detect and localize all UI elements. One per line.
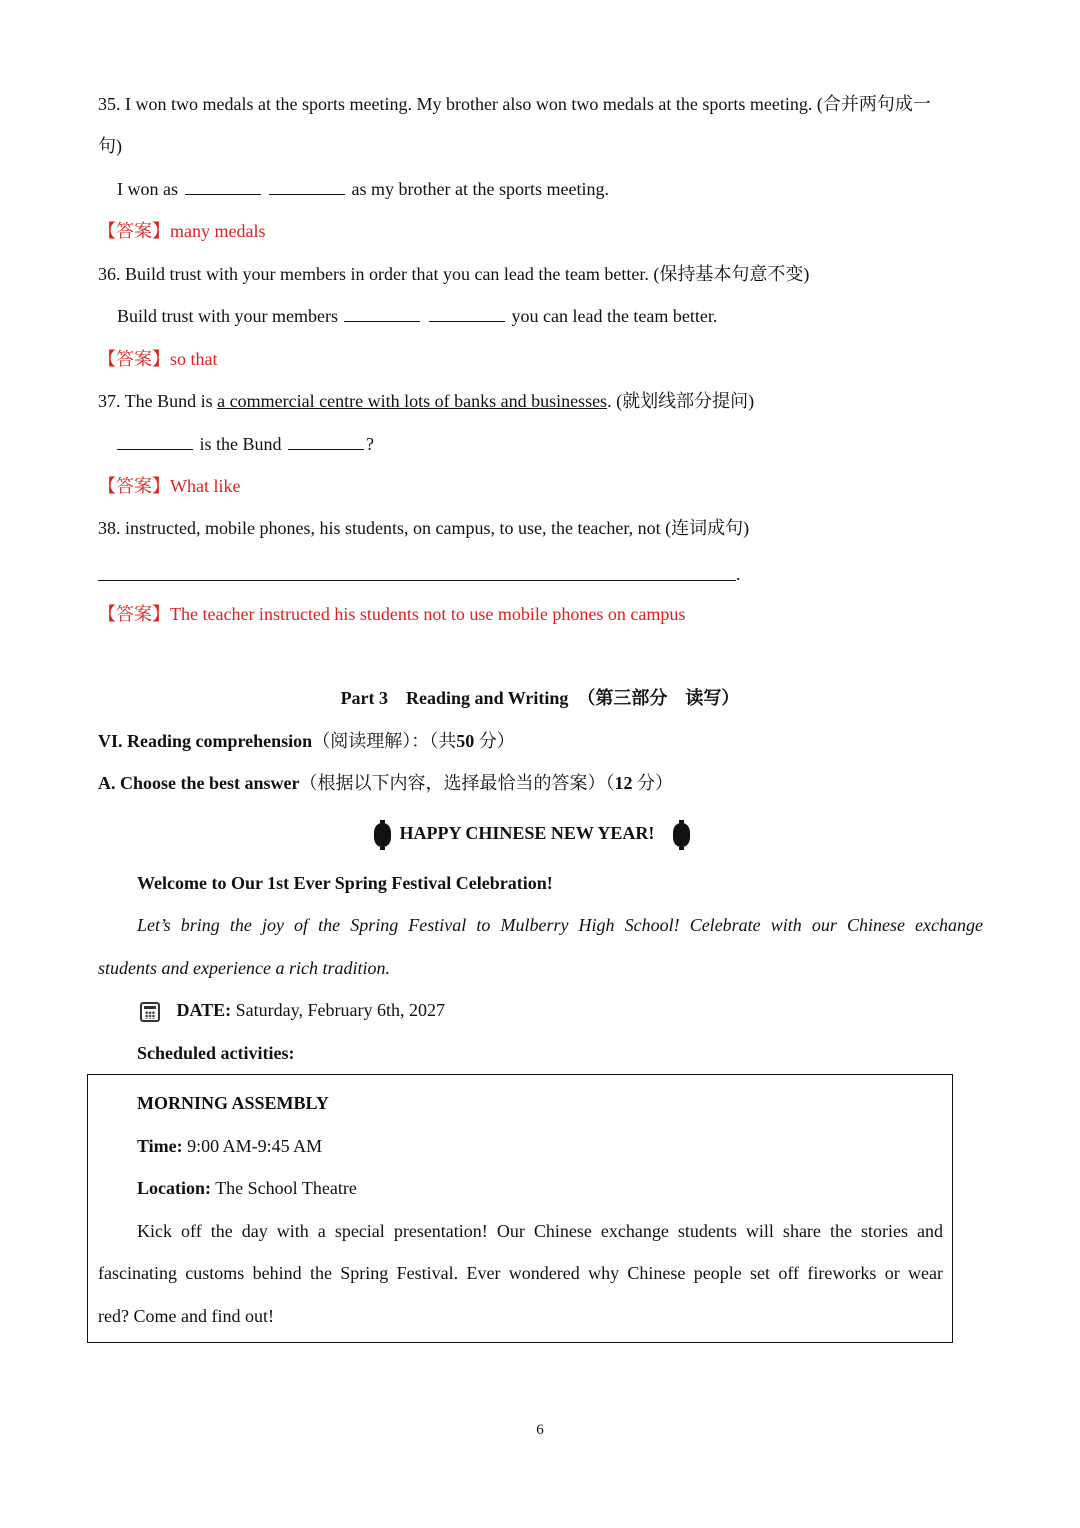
page-number: 6	[536, 1422, 544, 1438]
q35-prompt: 35. I won two medals at the sports meeting. My brother also won two medals at the sports meeting. (合并两句成一	[98, 94, 931, 114]
q37-prompt: 37. The Bund is a commercial centre with lots of banks and businesses. (就划线部分提问)	[98, 391, 755, 411]
poster-intro-line1: Let’s bring the joy of the Spring Festival to Mulberry High School! Celebrate with our Chinese exchange	[137, 915, 983, 935]
answer-blank[interactable]	[117, 433, 193, 450]
q38-prompt: 38. instructed, mobile phones, his students, on campus, to use, the teacher, not (连词成句)	[98, 518, 750, 538]
underlined-phrase: a commercial centre with lots of banks and businesses	[217, 391, 608, 411]
q38-answer: 【答案】The teacher instructed his students not to use mobile phones on campus	[98, 604, 686, 624]
activity-desc-line2: fascinating customs behind the Spring Festival. Ever wondered why Chinese people set off fireworks or wear	[98, 1263, 943, 1283]
lantern-icon	[374, 823, 391, 847]
answer-blank[interactable]	[269, 178, 345, 195]
activity-desc-line1: Kick off the day with a special presentation! Our Chinese exchange students will share the stories and	[137, 1221, 943, 1241]
section6-heading: VI. Reading comprehension（阅读理解）：（共50 分）	[98, 731, 515, 751]
q35-prompt-cont: 句)	[98, 136, 122, 156]
poster-title: HAPPY CHINESE NEW YEAR!	[374, 821, 690, 847]
activity-desc-line3: red? Come and find out!	[98, 1306, 274, 1326]
answer-blank[interactable]	[344, 305, 420, 322]
lantern-icon	[673, 823, 690, 847]
part3-heading: Part 3 Reading and Writing （第三部分 读写）	[340, 688, 740, 708]
answer-line[interactable]	[98, 580, 736, 581]
calendar-icon	[140, 1002, 160, 1022]
schedule-heading: Scheduled activities:	[137, 1043, 295, 1063]
q36-prompt: 36. Build trust with your members in order that you can lead the team better. (保持基本句意不变)	[98, 264, 810, 284]
answer-blank[interactable]	[288, 433, 364, 450]
q35-stem: I won as as my brother at the sports meeting.	[117, 179, 609, 199]
activity-location: Location: The School Theatre	[137, 1178, 357, 1198]
answer-blank[interactable]	[429, 305, 505, 322]
activity-time: Time: 9:00 AM-9:45 AM	[137, 1136, 323, 1156]
q36-answer: 【答案】so that	[98, 349, 218, 369]
poster-intro-line2: students and experience a rich tradition.	[98, 958, 390, 978]
q37-answer: 【答案】What like	[98, 476, 241, 496]
answer-blank[interactable]	[185, 178, 261, 195]
poster-welcome: Welcome to Our 1st Ever Spring Festival Celebration!	[137, 873, 553, 893]
q35-answer: 【答案】many medals	[98, 221, 266, 241]
activity-name: MORNING ASSEMBLY	[137, 1093, 329, 1113]
q38-end-mark: .	[736, 564, 741, 584]
q37-stem: is the Bund ?	[117, 432, 374, 456]
poster-date: DATE: Saturday, February 6th, 2027	[140, 998, 445, 1022]
q36-stem: Build trust with your members you can lead the team better.	[117, 306, 718, 326]
sectionA-heading: A. Choose the best answer（根据以下内容，选择最恰当的答案）（12 分）	[98, 773, 673, 793]
